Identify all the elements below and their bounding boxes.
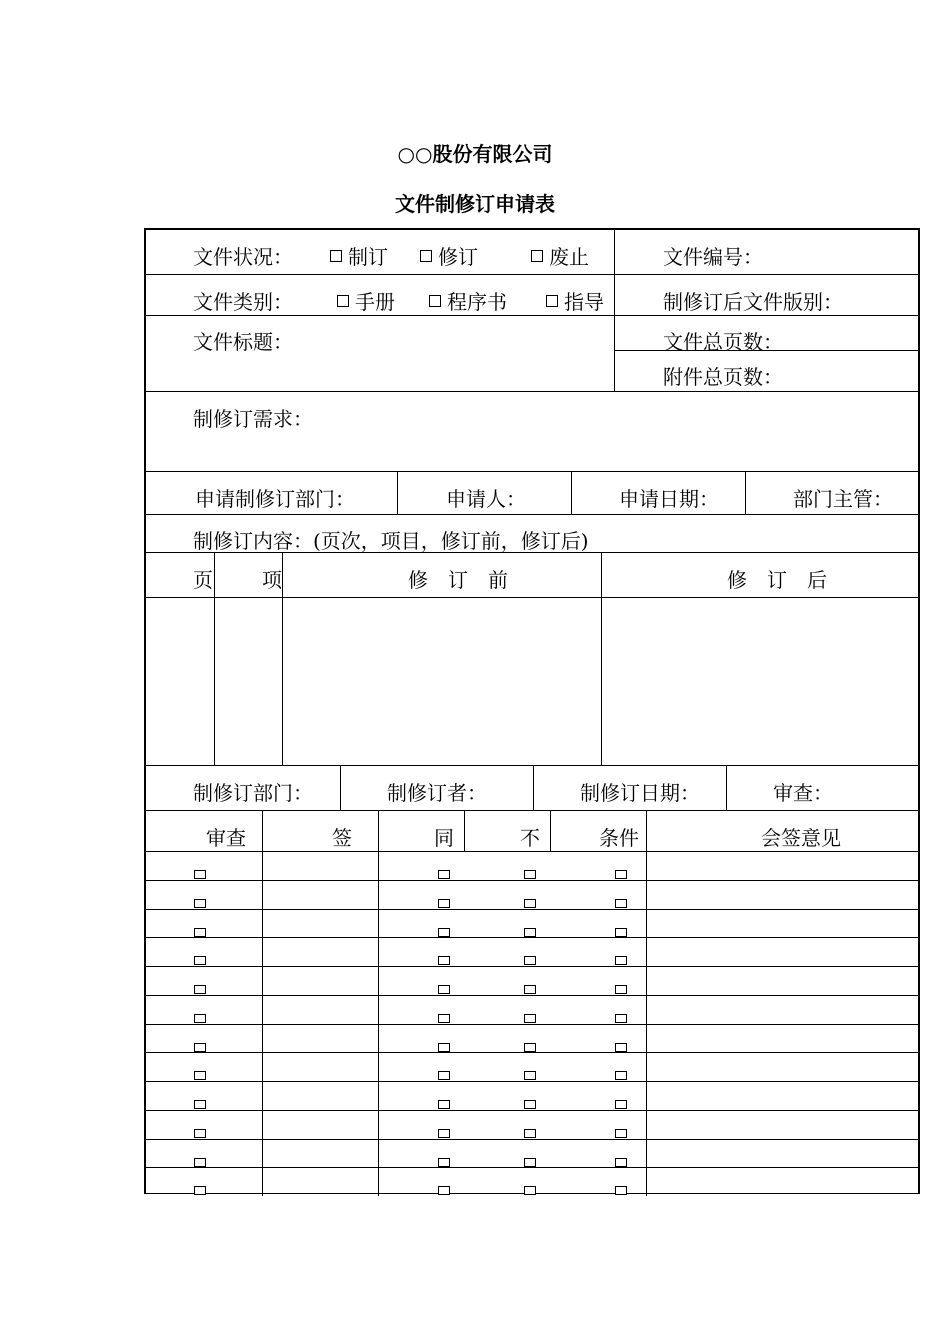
- doc-title-label: 文件标题：: [193, 330, 293, 354]
- sign-conditional-checkbox[interactable]: [615, 899, 627, 908]
- column-divider: [378, 810, 379, 1196]
- dept-manager-label: 部门主管：: [793, 487, 893, 511]
- sign-agree-checkbox[interactable]: [438, 1186, 450, 1195]
- reviser-label: 制修订者：: [387, 781, 487, 805]
- revision-request-form: [144, 228, 920, 1194]
- sign-conditional-checkbox[interactable]: [615, 870, 627, 879]
- sign-conditional-checkbox[interactable]: [615, 1129, 627, 1138]
- sign-review-checkbox[interactable]: [194, 1043, 206, 1052]
- sign-conditional-checkbox[interactable]: [615, 928, 627, 937]
- sign-header-opinion: 会签意见: [761, 826, 841, 850]
- sign-disagree-checkbox[interactable]: [524, 956, 536, 965]
- category-option-procedure: 程序书: [447, 290, 507, 314]
- sign-conditional-checkbox[interactable]: [615, 1186, 627, 1195]
- sign-disagree-checkbox[interactable]: [524, 1129, 536, 1138]
- sign-conditional-checkbox[interactable]: [615, 1158, 627, 1167]
- sign-agree-checkbox[interactable]: [438, 1129, 450, 1138]
- column-divider: [262, 810, 263, 1196]
- col-page-header: 页: [193, 568, 213, 592]
- column-divider: [340, 765, 341, 810]
- category-option-manual: 手册: [355, 290, 395, 314]
- form-title: 文件制修订申请表: [395, 192, 555, 216]
- status-checkbox-revise[interactable]: [420, 250, 432, 262]
- row-divider: [146, 471, 920, 472]
- column-divider: [614, 230, 615, 391]
- sign-agree-checkbox[interactable]: [438, 1071, 450, 1080]
- sign-conditional-checkbox[interactable]: [615, 1100, 627, 1109]
- category-checkbox-guide[interactable]: [546, 295, 558, 307]
- sign-review-checkbox[interactable]: [194, 1186, 206, 1195]
- column-divider: [550, 810, 551, 851]
- status-checkbox-abolish[interactable]: [531, 250, 543, 262]
- column-divider: [726, 765, 727, 810]
- sign-agree-checkbox[interactable]: [438, 1100, 450, 1109]
- sign-header-agree: 同: [434, 826, 454, 850]
- review-label: 审查：: [773, 781, 833, 805]
- apply-date-label: 申请日期：: [619, 487, 719, 511]
- content-label: 制修订内容：(页次，项目，修订前，修订后): [193, 529, 589, 553]
- revision-date-label: 制修订日期：: [580, 781, 700, 805]
- sign-review-checkbox[interactable]: [194, 1158, 206, 1167]
- column-divider: [533, 765, 534, 810]
- sign-agree-checkbox[interactable]: [438, 1043, 450, 1052]
- requirement-label: 制修订需求：: [193, 407, 313, 431]
- revision-dept-label: 制修订部门：: [193, 781, 313, 805]
- col-before-header: 修 订 前: [408, 568, 508, 592]
- sign-review-checkbox[interactable]: [194, 870, 206, 879]
- sign-header-review: 审查: [206, 826, 246, 850]
- sign-agree-checkbox[interactable]: [438, 956, 450, 965]
- sign-review-checkbox[interactable]: [194, 928, 206, 937]
- sign-disagree-checkbox[interactable]: [524, 1043, 536, 1052]
- sign-agree-checkbox[interactable]: [438, 928, 450, 937]
- sign-conditional-checkbox[interactable]: [615, 1071, 627, 1080]
- row-divider: [146, 315, 920, 316]
- status-option-revise: 修订: [438, 245, 478, 269]
- column-divider: [745, 471, 746, 514]
- company-name: ○○股份有限公司: [397, 142, 553, 166]
- sign-conditional-checkbox[interactable]: [615, 1014, 627, 1023]
- column-divider: [397, 471, 398, 514]
- sign-disagree-checkbox[interactable]: [524, 1186, 536, 1195]
- sign-disagree-checkbox[interactable]: [524, 870, 536, 879]
- column-divider: [601, 552, 602, 765]
- sign-agree-checkbox[interactable]: [438, 899, 450, 908]
- sign-review-checkbox[interactable]: [194, 1100, 206, 1109]
- version-label: 制修订后文件版别：: [663, 290, 843, 314]
- sign-review-checkbox[interactable]: [194, 985, 206, 994]
- row-divider: [146, 391, 920, 392]
- sign-disagree-checkbox[interactable]: [524, 1100, 536, 1109]
- category-checkbox-procedure[interactable]: [429, 295, 441, 307]
- sign-disagree-checkbox[interactable]: [524, 1071, 536, 1080]
- sign-conditional-checkbox[interactable]: [615, 1043, 627, 1052]
- sign-review-checkbox[interactable]: [194, 1129, 206, 1138]
- total-pages-label: 文件总页数：: [663, 330, 783, 354]
- sign-review-checkbox[interactable]: [194, 1014, 206, 1023]
- status-option-draft: 制订: [348, 245, 388, 269]
- sign-header-conditional: 条件: [599, 826, 639, 850]
- sign-header-disagree: 不: [520, 826, 540, 850]
- status-label: 文件状况：: [193, 245, 293, 269]
- row-divider: [146, 514, 920, 515]
- col-item-header: 项: [262, 568, 282, 592]
- applicant-label: 申请人：: [446, 487, 526, 511]
- sign-agree-checkbox[interactable]: [438, 985, 450, 994]
- column-divider: [214, 552, 215, 765]
- category-label: 文件类别：: [193, 290, 293, 314]
- sign-agree-checkbox[interactable]: [438, 1014, 450, 1023]
- row-divider: [146, 274, 920, 275]
- category-checkbox-manual[interactable]: [337, 295, 349, 307]
- sign-disagree-checkbox[interactable]: [524, 899, 536, 908]
- sign-review-checkbox[interactable]: [194, 956, 206, 965]
- sign-disagree-checkbox[interactable]: [524, 1158, 536, 1167]
- col-after-header: 修 订 后: [727, 568, 827, 592]
- sign-review-checkbox[interactable]: [194, 899, 206, 908]
- row-divider: [146, 597, 920, 598]
- sign-disagree-checkbox[interactable]: [524, 928, 536, 937]
- sign-disagree-checkbox[interactable]: [524, 1014, 536, 1023]
- applicant-dept-label: 申请制修订部门：: [195, 487, 355, 511]
- attachment-pages-label: 附件总页数：: [663, 365, 783, 389]
- sign-agree-checkbox[interactable]: [438, 870, 450, 879]
- status-checkbox-draft[interactable]: [330, 250, 342, 262]
- category-option-guide: 指导: [564, 290, 604, 314]
- doc-number-label: 文件编号：: [663, 245, 763, 269]
- column-divider: [571, 471, 572, 514]
- sign-agree-checkbox[interactable]: [438, 1158, 450, 1167]
- status-option-abolish: 废止: [549, 245, 589, 269]
- column-divider: [646, 810, 647, 1196]
- column-divider: [282, 552, 283, 765]
- sign-conditional-checkbox[interactable]: [615, 985, 627, 994]
- sign-header-sign: 签: [332, 826, 352, 850]
- column-divider: [464, 810, 465, 851]
- sign-disagree-checkbox[interactable]: [524, 985, 536, 994]
- sign-conditional-checkbox[interactable]: [615, 956, 627, 965]
- sign-review-checkbox[interactable]: [194, 1071, 206, 1080]
